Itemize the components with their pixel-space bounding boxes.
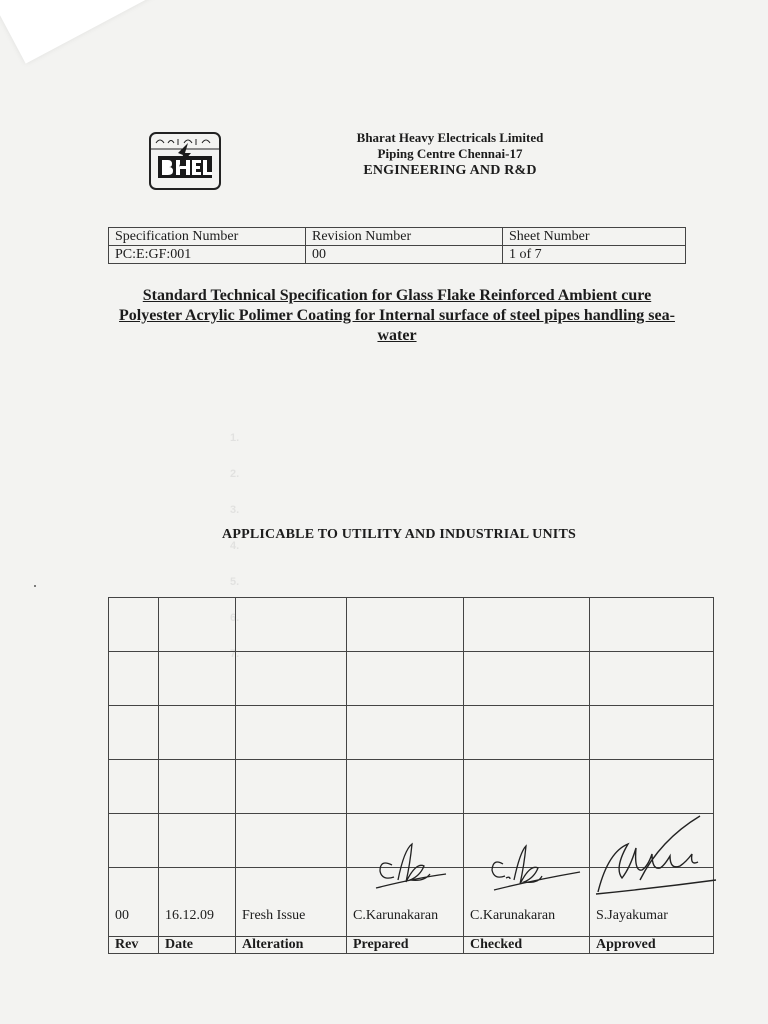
revision-number-header: Revision Number (306, 228, 503, 246)
spec-number-value: PC:E:GF:001 (109, 246, 306, 264)
company-name: Bharat Heavy Electricals Limited (356, 130, 544, 145)
unit-name: Piping Centre Chennai-17 (377, 146, 523, 161)
date-header: Date (159, 937, 236, 954)
empty-row (109, 760, 714, 814)
sheet-number-header: Sheet Number (503, 228, 686, 246)
prepared-header: Prepared (347, 937, 464, 954)
alteration-cell: Fresh Issue (236, 868, 347, 937)
alteration-header: Alteration (236, 937, 347, 954)
document-page: Bharat Heavy Electricals Limited Piping Centre Chennai-17 ENGINEERING AND R&D Specification Number Revision Number Sheet Number PC:E:GF:001 00 1 of 7 Standard Technical Specification for Glass Flake Reinforced Ambient cure Polyester Acrylic Polimer Coating for Internal surface of steel pipes handling sea-water 1. 2. 3. 4. 5. 6. 7. APPLICABLE TO UTILITY AND INDUSTRIAL UNITS 00 16.12.09 Fresh Issue C.Karunakaran C.Karunakaran S.Jayakumar Rev Date Alteration Prepared Checked Approved (0, 0, 768, 1024)
empty-row (109, 706, 714, 760)
prepared-cell: C.Karunakaran (347, 868, 464, 937)
revision-row (109, 868, 714, 937)
approved-cell: S.Jayakumar (590, 868, 714, 937)
department-name: ENGINEERING AND R&D (363, 163, 537, 178)
rev-cell: 00 (109, 868, 159, 937)
revision-header-row (109, 937, 714, 954)
rev-header: Rev (109, 937, 159, 954)
empty-row (109, 598, 714, 652)
revision-number-value: 00 (306, 246, 503, 264)
checked-cell: C.Karunakaran (464, 868, 590, 937)
date-cell: 16.12.09 (159, 868, 236, 937)
approved-header: Approved (590, 937, 714, 954)
applicability-statement: APPLICABLE TO UTILITY AND INDUSTRIAL UNITS (222, 527, 576, 542)
spec-number-header: Specification Number (109, 228, 306, 246)
specification-table (108, 227, 686, 264)
empty-row (109, 814, 714, 868)
spec-value-row (109, 246, 686, 264)
empty-row (109, 652, 714, 706)
bhel-logo (148, 131, 222, 191)
spec-header-row (109, 228, 686, 246)
folded-corner (0, 0, 220, 64)
company-header (300, 130, 600, 180)
revision-table (108, 597, 714, 954)
sheet-number-value: 1 of 7 (503, 246, 686, 264)
document-title: Standard Technical Specification for Glass Flake Reinforced Ambient cure Polyester Acrylic Polimer Coating for Internal surface of steel pipes handling sea-water (119, 287, 675, 344)
checked-header: Checked (464, 937, 590, 954)
speck (34, 585, 36, 587)
